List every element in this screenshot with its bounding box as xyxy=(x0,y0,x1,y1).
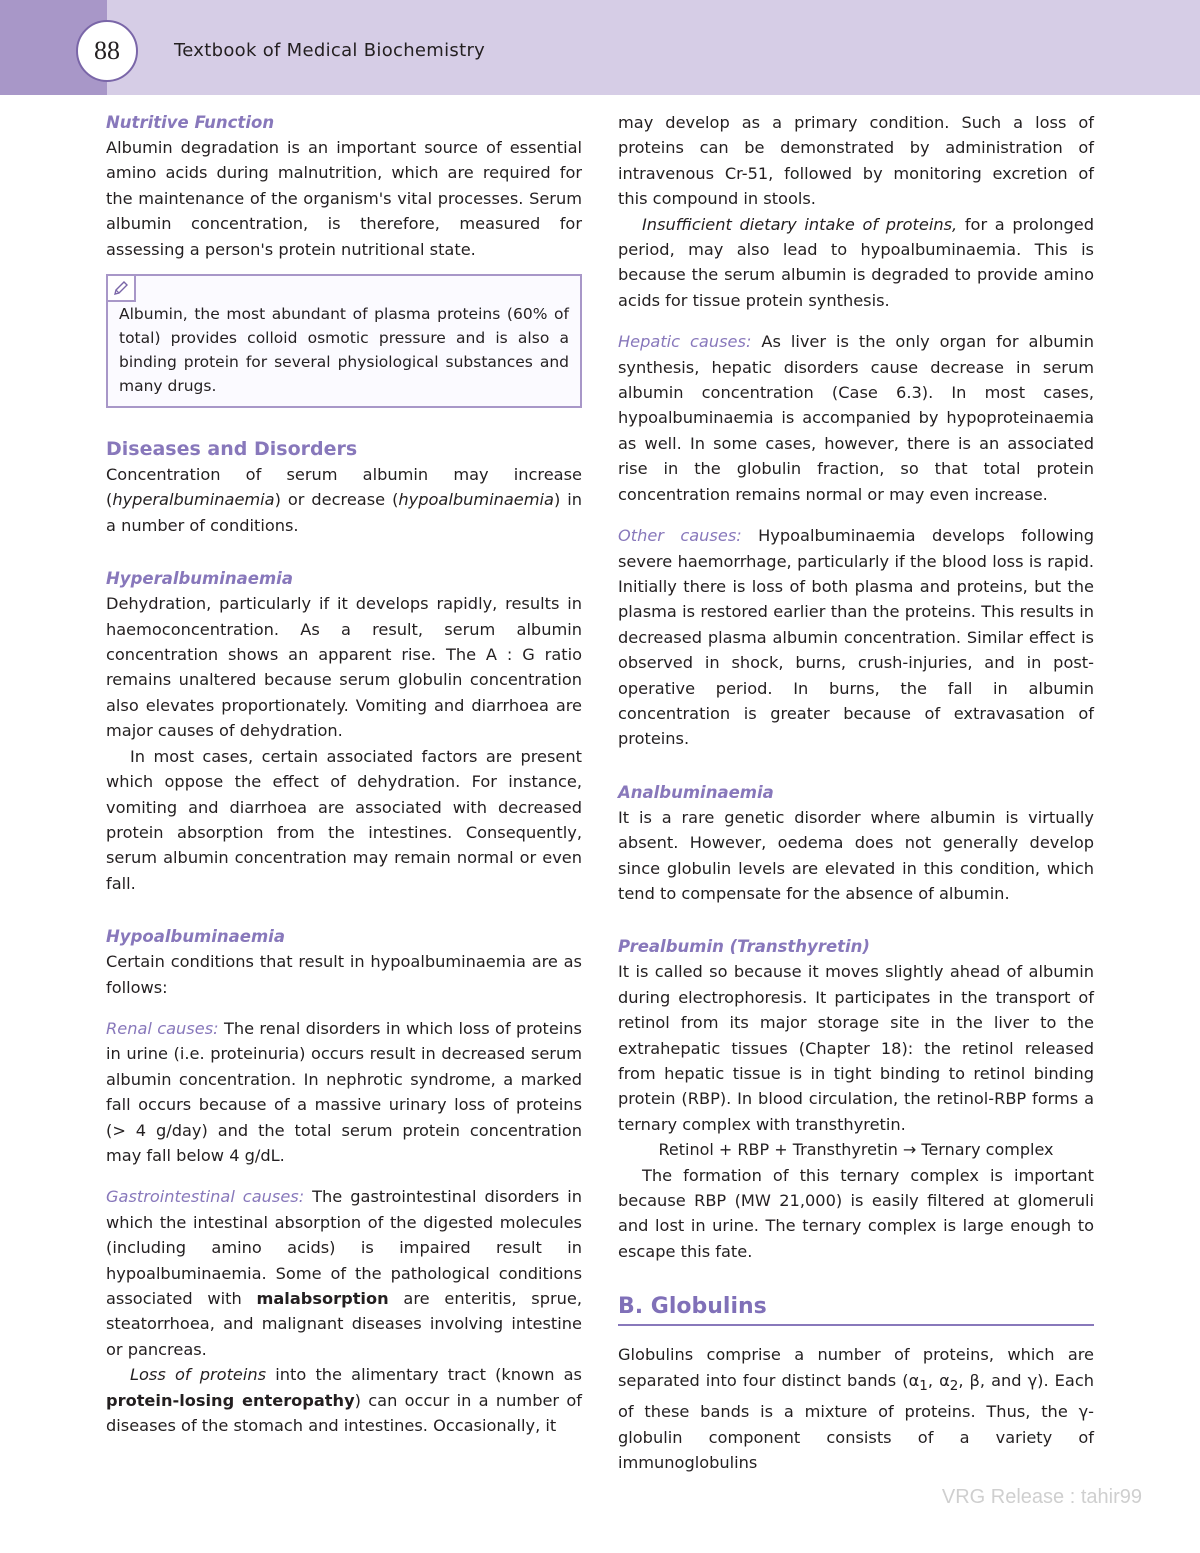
watermark: VRG Release : tahir99 xyxy=(941,1486,1142,1508)
hyperalbuminaemia-paragraph-2: In most cases, certain associated factors are present which oppose the effect of dehydration. For instance, vomiting and diarrhoea are associated with decreased protein absorption from the intestines. Consequently, serum albumin concentration may remain normal or even fall. xyxy=(106,746,582,893)
page-number: 88 xyxy=(76,20,138,82)
note-text: Albumin, the most abundant of plasma proteins (60% of total) provides colloid osmotic pressure and is also a binding protein for several physiological substances and many drugs. xyxy=(119,305,569,396)
insufficient-intake-paragraph: Insufficient dietary intake of proteins, for a prolonged period, may also lead to hypoalbuminaemia. This is because the serum albumin is degraded to provide amino acids for tissue protein synthesis. xyxy=(618,214,1094,310)
prealbumin-paragraph: It is called so because it moves slightly ahead of albumin during electrophoresis. It participates in the transport of retinol from its major storage site in the liver to the extrahepatic tissues (Chapter 18): the retinol released from hepatic tissue is in tight binding to retinol binding protein (RBP). In blood circulation, the retinol-RBP forms a ternary complex with transthyretin. xyxy=(618,962,1094,1134)
left-column xyxy=(106,110,582,1438)
analbuminaemia-heading: Analbuminaemia xyxy=(618,782,774,802)
hyperalbuminaemia-heading: Hyperalbuminaemia xyxy=(106,569,293,589)
diseases-intro: Concentration of serum albumin may increase (hyperalbuminaemia) or decrease (hypoalbuminaemia) in a number of conditions. xyxy=(106,465,582,535)
analbuminaemia-paragraph: It is a rare genetic disorder where albumin is virtually absent. However, oedema does not generally develop since globulin levels are elevated in this condition, which tend to compensate for the absence of albumin. xyxy=(618,807,1094,903)
diseases-heading: Diseases and Disorders xyxy=(106,438,358,461)
hepatic-causes-paragraph: Hepatic causes: As liver is the only organ for albumin synthesis, hepatic disorders cause decrease in serum albumin concentration (Case 6.3). In most cases, hypoalbuminaemia is accompanied by hypoproteinaemia as well. In some cases, however, there is an associated rise in the globulin fraction, so that total protein concentration remains normal or may even increase. xyxy=(618,332,1095,504)
continuation-paragraph: may develop as a primary condition. Such a loss of proteins can be demonstrated by administration of intravenous Cr-51, followed by monitoring excretion of this compound in stools. xyxy=(618,113,1094,209)
loss-of-proteins-paragraph: Loss of proteins into the alimentary tract (known as protein-losing enteropathy) can occur in a number of diseases of the stomach and intestines. Occasionally, it xyxy=(106,1365,582,1436)
hypoalbuminaemia-intro: Certain conditions that result in hypoalbuminaemia are as follows: xyxy=(106,952,582,997)
hypoalbuminaemia-heading: Hypoalbuminaemia xyxy=(106,927,285,947)
ternary-complex-equation: Retinol + RBP + Transthyretin → Ternary complex xyxy=(658,1140,1054,1160)
hyperalbuminaemia-paragraph-1: Dehydration, particularly if it develops rapidly, results in haemoconcentration. As a result, serum albumin concentration shows an apparent rise. The A : G ratio remains unaltered because serum globulin concentration also elevates proportionately. Vomiting and diarrhoea are major causes of dehydration. xyxy=(106,594,582,741)
nutritive-paragraph: Albumin degradation is an important source of essential amino acids during malnutrition, which are required for the maintenance of the organism's vital processes. Serum albumin concentration, is therefore, measured for assessing a person's protein nutritional state. xyxy=(106,138,582,259)
gi-causes-paragraph: Gastrointestinal causes: The gastrointestinal disorders in which the intestinal absorption of the digested molecules (including amino acids) is impaired result in hypoalbuminaemia. Some of the pathological conditions associated with malabsorption are enteritis, sprue, steatorrhoea, and malignant diseases involving intestine or pancreas. xyxy=(106,1187,582,1359)
pencil-icon xyxy=(108,276,136,302)
ternary-complex-paragraph: The formation of this ternary complex is important because RBP (MW 21,000) is easily filtered at glomeruli and lost in urine. The ternary complex is large enough to escape this fate. xyxy=(618,1165,1094,1261)
globulins-heading: B. Globulins xyxy=(618,1292,1094,1326)
note-box xyxy=(106,274,582,408)
book-title: Textbook of Medical Biochemistry xyxy=(174,40,486,61)
nutritive-heading: Nutritive Function xyxy=(106,113,275,132)
right-column xyxy=(618,110,1094,1476)
prealbumin-heading: Prealbumin (Transthyretin) xyxy=(618,937,870,957)
renal-causes-paragraph: Renal causes: The renal disorders in which loss of proteins in urine (i.e. proteinuria) occurs result in decreased serum albumin concentration. In nephrotic syndrome, a marked fall occurs because of a massive urinary loss of proteins (> 4 g/day) and the total serum protein concentration may fall below 4 g/dL. xyxy=(106,1018,582,1165)
globulins-paragraph: Globulins comprise a number of proteins, which are separated into four distinct bands ($\alpha_1$, $\alpha_2$, β, and γ). Each of these bands is a mixture of proteins. Thus, the γ-globulin component consists of a variety of immunoglobulins xyxy=(618,1345,1094,1473)
other-causes-paragraph: Other causes: Hypoalbuminaemia develops following severe haemorrhage, particularly if the blood loss is rapid. Initially there is loss of both plasma and proteins, but the plasma is restored earlier than the proteins. This results in decreased plasma albumin concentration. Similar effect is observed in shock, burns, crush-injuries, and in post-operative period. In burns, the fall in albumin concentration is greater because of extravasation of proteins. xyxy=(618,526,1094,749)
